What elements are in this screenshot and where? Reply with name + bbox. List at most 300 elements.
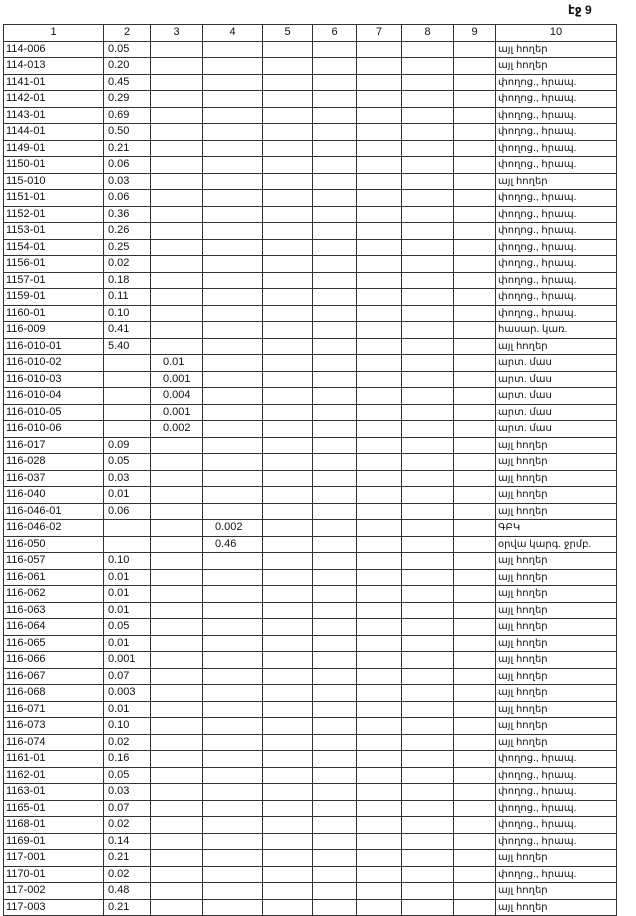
table-cell — [402, 454, 454, 471]
table-cell — [203, 437, 263, 454]
table-cell — [454, 470, 496, 487]
table-cell — [263, 437, 313, 454]
table-cell: 0.50 — [104, 124, 151, 141]
table-cell — [263, 850, 313, 867]
table-cell — [357, 74, 402, 91]
table-cell: 1156-01 — [4, 256, 104, 273]
table-cell — [203, 41, 263, 58]
table-cell — [203, 833, 263, 850]
table-cell — [263, 817, 313, 834]
table-cell — [454, 355, 496, 372]
table-cell — [402, 256, 454, 273]
table-cell — [313, 734, 357, 751]
table-cell — [263, 685, 313, 702]
table-cell: 116-057 — [4, 553, 104, 570]
table-cell — [203, 734, 263, 751]
table-cell: այլ հողեր — [496, 454, 617, 471]
table-cell — [104, 404, 151, 421]
table-cell — [263, 619, 313, 636]
table-cell: 0.10 — [104, 718, 151, 735]
table-cell: հասար. կառ. — [496, 322, 617, 339]
table-cell: 116-040 — [4, 487, 104, 504]
table-cell: այլ հողեր — [496, 685, 617, 702]
table-cell: այլ հողեր — [496, 586, 617, 603]
table-cell — [151, 107, 203, 124]
table-cell: 0.01 — [104, 602, 151, 619]
table-cell: 0.45 — [104, 74, 151, 91]
table-cell: 0.36 — [104, 206, 151, 223]
table-cell — [263, 718, 313, 735]
table-row — [4, 74, 617, 91]
table-cell: 1149-01 — [4, 140, 104, 157]
table-cell — [313, 157, 357, 174]
table-cell: փողոց., հրապ. — [496, 223, 617, 240]
table-cell: 0.07 — [104, 668, 151, 685]
table-row — [4, 586, 617, 603]
table-cell — [402, 850, 454, 867]
table-cell — [203, 751, 263, 768]
table-cell — [357, 899, 402, 916]
table-cell: 117-003 — [4, 899, 104, 916]
table-cell — [402, 668, 454, 685]
table-cell — [263, 800, 313, 817]
table-cell: 0.01 — [151, 355, 203, 372]
table-cell: փողոց., հրապ. — [496, 74, 617, 91]
table-cell — [454, 421, 496, 438]
table-cell — [313, 305, 357, 322]
table-cell — [454, 784, 496, 801]
table-cell — [203, 553, 263, 570]
table-cell: 0.03 — [104, 173, 151, 190]
table-cell — [454, 338, 496, 355]
table-cell — [454, 883, 496, 900]
table-cell: այլ հողեր — [496, 668, 617, 685]
table-cell: 114-006 — [4, 41, 104, 58]
table-row — [4, 503, 617, 520]
table-cell — [357, 536, 402, 553]
table-cell: 0.11 — [104, 289, 151, 306]
table-cell — [263, 173, 313, 190]
table-cell: 0.02 — [104, 817, 151, 834]
table-cell — [151, 454, 203, 471]
table-cell — [313, 437, 357, 454]
table-cell — [454, 140, 496, 157]
table-cell — [357, 454, 402, 471]
table-cell — [203, 602, 263, 619]
table-cell: փողոց., հրապ. — [496, 256, 617, 273]
table-cell: 0.03 — [104, 470, 151, 487]
table-cell: 1153-01 — [4, 223, 104, 240]
table-cell — [313, 487, 357, 504]
table-cell — [313, 652, 357, 669]
table-cell — [402, 272, 454, 289]
table-cell — [454, 124, 496, 141]
table-cell: 0.07 — [104, 800, 151, 817]
table-cell: 1150-01 — [4, 157, 104, 174]
table-cell — [104, 520, 151, 537]
table-cell: 0.20 — [104, 58, 151, 75]
table-cell: փողոց., հրապ. — [496, 817, 617, 834]
table-cell: 0.26 — [104, 223, 151, 240]
table-cell: այլ հողեր — [496, 470, 617, 487]
table-cell: փողոց., հրապ. — [496, 140, 617, 157]
table-cell: 0.48 — [104, 883, 151, 900]
table-cell — [151, 553, 203, 570]
table-cell — [454, 206, 496, 223]
table-cell — [151, 470, 203, 487]
table-row — [4, 899, 617, 916]
table-cell — [313, 751, 357, 768]
table-cell — [151, 751, 203, 768]
table-cell: արտ. մաս — [496, 421, 617, 438]
table-cell: 0.001 — [104, 652, 151, 669]
table-cell — [357, 338, 402, 355]
table-cell — [313, 470, 357, 487]
table-row — [4, 569, 617, 586]
table-cell — [151, 58, 203, 75]
table-cell — [203, 866, 263, 883]
column-header-4: 4 — [203, 25, 263, 42]
table-cell — [357, 124, 402, 141]
table-cell: 1151-01 — [4, 190, 104, 207]
table-cell — [454, 569, 496, 586]
table-cell — [454, 718, 496, 735]
table-cell — [313, 454, 357, 471]
table-cell — [402, 586, 454, 603]
table-cell: արտ. մաս — [496, 388, 617, 405]
table-cell — [313, 586, 357, 603]
table-cell — [263, 470, 313, 487]
table-cell: 0.001 — [151, 404, 203, 421]
table-cell — [454, 256, 496, 273]
table-cell — [313, 701, 357, 718]
table-cell: 117-001 — [4, 850, 104, 867]
table-cell: 116-063 — [4, 602, 104, 619]
table-cell: 116-010-01 — [4, 338, 104, 355]
table-cell: 116-068 — [4, 685, 104, 702]
table-cell — [313, 322, 357, 339]
table-cell: փողոց., հրապ. — [496, 190, 617, 207]
table-cell — [454, 503, 496, 520]
table-cell — [263, 454, 313, 471]
table-cell: այլ հողեր — [496, 652, 617, 669]
table-cell: 0.14 — [104, 833, 151, 850]
table-cell: 1152-01 — [4, 206, 104, 223]
table-cell: արտ. մաս — [496, 355, 617, 372]
table-cell: այլ հողեր — [496, 619, 617, 636]
table-cell — [263, 322, 313, 339]
table-cell — [357, 833, 402, 850]
table-cell: փողոց., հրապ. — [496, 784, 617, 801]
table-cell — [454, 454, 496, 471]
table-cell — [263, 239, 313, 256]
table-cell: 0.21 — [104, 140, 151, 157]
table-cell: 116-010-05 — [4, 404, 104, 421]
table-cell — [402, 883, 454, 900]
table-cell — [313, 619, 357, 636]
table-cell — [402, 173, 454, 190]
table-cell — [203, 157, 263, 174]
table-cell — [454, 289, 496, 306]
table-cell — [313, 850, 357, 867]
table-cell — [357, 223, 402, 240]
table-cell — [357, 41, 402, 58]
table-cell — [313, 685, 357, 702]
table-cell: 1168-01 — [4, 817, 104, 834]
table-cell: փողոց., հրապ. — [496, 833, 617, 850]
table-cell: 115-010 — [4, 173, 104, 190]
table-cell — [402, 140, 454, 157]
table-cell — [357, 371, 402, 388]
table-cell — [203, 223, 263, 240]
table-cell — [263, 652, 313, 669]
table-cell — [151, 520, 203, 537]
table-cell — [357, 107, 402, 124]
table-cell — [151, 569, 203, 586]
table-cell: փողոց., հրապ. — [496, 157, 617, 174]
table-cell: ԳԲԿ — [496, 520, 617, 537]
column-header-10: 10 — [496, 25, 617, 42]
table-cell — [151, 619, 203, 636]
table-cell — [357, 58, 402, 75]
table-cell — [357, 883, 402, 900]
table-cell — [263, 833, 313, 850]
table-cell — [313, 223, 357, 240]
table-cell: այլ հողեր — [496, 173, 617, 190]
table-cell — [263, 272, 313, 289]
table-cell: 0.41 — [104, 322, 151, 339]
table-cell — [454, 553, 496, 570]
table-cell: փողոց., հրապ. — [496, 272, 617, 289]
table-cell — [151, 190, 203, 207]
table-cell — [402, 899, 454, 916]
table-cell: 116-066 — [4, 652, 104, 669]
table-cell — [454, 536, 496, 553]
table-cell — [313, 784, 357, 801]
table-cell — [454, 74, 496, 91]
table-cell: փողոց., հրապ. — [496, 866, 617, 883]
table-row — [4, 371, 617, 388]
table-cell — [203, 668, 263, 685]
table-cell — [313, 883, 357, 900]
table-cell — [402, 190, 454, 207]
table-cell — [454, 520, 496, 537]
table-cell — [454, 899, 496, 916]
table-cell — [313, 602, 357, 619]
table-cell: 0.05 — [104, 454, 151, 471]
table-cell — [151, 74, 203, 91]
table-cell — [203, 140, 263, 157]
table-cell — [104, 421, 151, 438]
table-cell — [151, 734, 203, 751]
table-cell — [402, 206, 454, 223]
table-cell — [402, 784, 454, 801]
table-cell: 116-046-02 — [4, 520, 104, 537]
table-cell: 1163-01 — [4, 784, 104, 801]
table-cell — [454, 239, 496, 256]
table-cell: 1144-01 — [4, 124, 104, 141]
table-cell: 0.21 — [104, 850, 151, 867]
table-cell — [402, 322, 454, 339]
table-cell — [313, 404, 357, 421]
table-cell — [357, 206, 402, 223]
table-cell — [151, 256, 203, 273]
table-cell — [357, 305, 402, 322]
table-row — [4, 520, 617, 537]
table-cell — [357, 91, 402, 108]
table-cell — [357, 652, 402, 669]
table-cell: 0.05 — [104, 767, 151, 784]
table-cell — [313, 421, 357, 438]
table-cell — [203, 91, 263, 108]
table-row — [4, 767, 617, 784]
table-row — [4, 91, 617, 108]
table-cell — [263, 388, 313, 405]
table-cell — [402, 388, 454, 405]
table-header-row — [4, 25, 617, 42]
table-cell — [263, 190, 313, 207]
table-cell — [203, 487, 263, 504]
table-cell: 116-050 — [4, 536, 104, 553]
table-row — [4, 833, 617, 850]
table-cell: օրվա կարգ. ջրմբ. — [496, 536, 617, 553]
table-cell — [454, 619, 496, 636]
table-row — [4, 487, 617, 504]
table-cell: 116-010-03 — [4, 371, 104, 388]
table-cell — [263, 767, 313, 784]
table-cell — [313, 107, 357, 124]
table-cell — [357, 404, 402, 421]
table-cell — [357, 421, 402, 438]
table-cell — [402, 536, 454, 553]
table-cell — [203, 569, 263, 586]
table-cell — [104, 355, 151, 372]
table-cell — [357, 173, 402, 190]
table-cell: այլ հողեր — [496, 487, 617, 504]
table-row — [4, 272, 617, 289]
table-cell: այլ հողեր — [496, 553, 617, 570]
table-cell — [263, 553, 313, 570]
table-row — [4, 256, 617, 273]
table-cell — [313, 272, 357, 289]
table-row — [4, 437, 617, 454]
table-cell — [263, 124, 313, 141]
table-cell: 0.01 — [104, 569, 151, 586]
table-cell — [357, 272, 402, 289]
table-cell — [357, 668, 402, 685]
table-cell — [104, 536, 151, 553]
table-cell — [402, 371, 454, 388]
table-cell — [203, 883, 263, 900]
table-cell — [151, 635, 203, 652]
table-cell: 0.01 — [104, 586, 151, 603]
table-row — [4, 652, 617, 669]
table-cell: փողոց., հրապ. — [496, 91, 617, 108]
table-cell: փողոց., հրապ. — [496, 305, 617, 322]
table-cell: 1154-01 — [4, 239, 104, 256]
table-cell — [263, 487, 313, 504]
table-cell — [151, 800, 203, 817]
table-cell: 0.18 — [104, 272, 151, 289]
table-row — [4, 355, 617, 372]
table-cell: 117-002 — [4, 883, 104, 900]
table-cell — [203, 404, 263, 421]
table-row — [4, 58, 617, 75]
table-cell — [357, 866, 402, 883]
table-cell — [151, 487, 203, 504]
table-cell — [357, 685, 402, 702]
table-cell — [454, 157, 496, 174]
table-cell — [357, 718, 402, 735]
table-cell — [203, 239, 263, 256]
table-row — [4, 322, 617, 339]
table-cell — [454, 41, 496, 58]
table-row — [4, 404, 617, 421]
table-cell — [402, 767, 454, 784]
table-row — [4, 239, 617, 256]
table-row — [4, 701, 617, 718]
table-cell — [151, 668, 203, 685]
table-cell — [203, 503, 263, 520]
table-cell — [151, 91, 203, 108]
table-cell — [402, 685, 454, 702]
table-cell — [357, 553, 402, 570]
table-cell — [313, 338, 357, 355]
table-cell — [402, 800, 454, 817]
table-cell — [313, 388, 357, 405]
table-row — [4, 223, 617, 240]
table-cell: 1165-01 — [4, 800, 104, 817]
table-cell — [203, 454, 263, 471]
table-cell: 0.02 — [104, 734, 151, 751]
table-row — [4, 553, 617, 570]
table-cell — [263, 404, 313, 421]
table-cell — [454, 58, 496, 75]
table-cell — [402, 701, 454, 718]
table-cell — [402, 91, 454, 108]
table-cell — [454, 305, 496, 322]
table-cell — [151, 784, 203, 801]
table-cell: արտ. մաս — [496, 404, 617, 421]
table-cell — [263, 602, 313, 619]
table-cell: 116-017 — [4, 437, 104, 454]
table-cell: 0.01 — [104, 701, 151, 718]
table-cell — [203, 470, 263, 487]
table-cell — [357, 734, 402, 751]
table-cell — [203, 619, 263, 636]
table-cell: 0.25 — [104, 239, 151, 256]
table-cell: 0.001 — [151, 371, 203, 388]
table-row — [4, 817, 617, 834]
table-cell — [357, 487, 402, 504]
table-cell — [203, 652, 263, 669]
table-row — [4, 635, 617, 652]
table-cell: փողոց., հրապ. — [496, 800, 617, 817]
table-cell — [263, 586, 313, 603]
table-cell — [203, 305, 263, 322]
table-cell — [313, 355, 357, 372]
table-cell — [357, 751, 402, 768]
table-cell: 0.46 — [203, 536, 263, 553]
table-cell: այլ հողեր — [496, 718, 617, 735]
table-cell — [313, 239, 357, 256]
table-cell: 0.06 — [104, 157, 151, 174]
table-cell — [313, 256, 357, 273]
table-cell: 0.10 — [104, 553, 151, 570]
table-cell: այլ հողեր — [496, 602, 617, 619]
table-cell — [454, 487, 496, 504]
table-cell — [263, 503, 313, 520]
